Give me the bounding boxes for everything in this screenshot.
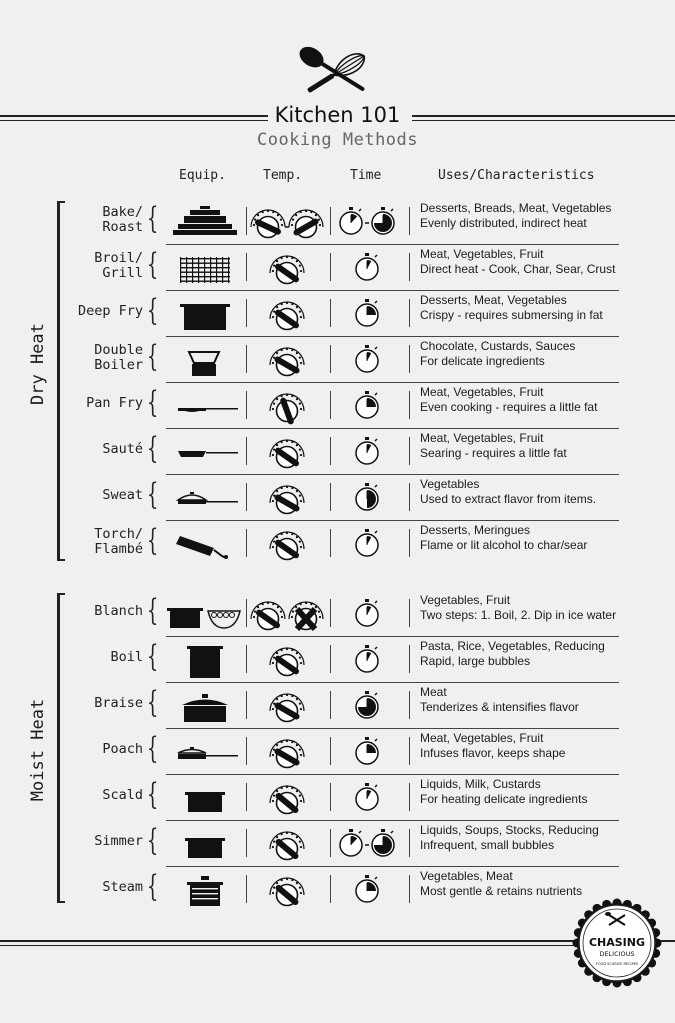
uses-line: Meat [420,685,447,699]
method-name-line-2: Flambé [94,541,143,557]
short-to-long-timer-icon [338,199,396,239]
brace-mark: { [146,431,159,466]
column-divider [409,599,410,627]
medium-dial-icon [246,871,330,911]
uses-line: Liquids, Milk, Custards [420,777,541,791]
table-row [0,729,675,775]
table-row [0,637,675,683]
method-name [94,343,143,373]
method-name [110,650,143,665]
column-divider [330,345,331,373]
torch-icon [170,524,244,564]
stock-pot-icon [170,640,244,680]
fryer-pot-icon [170,294,244,334]
column-divider [409,437,410,465]
method-name-line-1: Broil/ [94,250,143,266]
high-dial-icon [246,249,330,289]
characteristics-line: Even cooking - requires a little fat [420,400,598,414]
low-dial-icon [246,687,330,727]
badge-line-1: CHASING [588,936,646,949]
brace-mark: { [146,247,159,282]
uses-characteristics [420,293,670,323]
column-divider [246,691,247,719]
uses-characteristics [420,639,670,669]
method-name [102,205,143,235]
method-name [102,880,143,895]
column-divider [246,829,247,857]
method-name-line-1: Simmer [94,833,143,849]
medium-to-high-dial-icon [246,203,330,243]
characteristics-line: Infrequent, small bubbles [420,838,555,852]
brace-mark: { [146,639,159,674]
table-row [0,337,675,383]
method-name [94,604,143,619]
saucepan-icon [170,824,244,864]
brace-mark: { [146,869,159,904]
uses-characteristics [420,777,670,807]
column-divider [330,737,331,765]
method-name [78,304,143,319]
high-then-off-dial-icon [246,595,330,635]
column-divider [330,437,331,465]
uses-line: Desserts, Breads, Meat, Vegetables [420,201,612,215]
brace-mark: { [146,593,159,628]
table-row [0,591,675,637]
bottom-rule-2 [0,945,580,946]
half-timer-icon [338,475,396,515]
short-timer-icon [338,429,396,469]
uses-characteristics [420,385,670,415]
method-name-line-1: Double [94,342,143,358]
short-timer-icon [338,775,396,815]
brace-mark: { [146,385,159,420]
high-dial-icon [246,433,330,473]
medium-timer-icon [338,867,396,907]
brace-mark: { [146,685,159,720]
uses-characteristics [420,685,670,715]
column-divider [409,645,410,673]
column-divider [246,783,247,811]
column-divider [330,599,331,627]
uses-line: Meat, Vegetables, Fruit [420,385,544,399]
uses-line: Vegetables, Meat [420,869,513,883]
characteristics-line: Rapid, large bubbles [420,654,531,668]
bottom-rule [0,940,580,942]
method-name-line-1: Torch/ [94,526,143,542]
table-row [0,383,675,429]
table-row [0,683,675,729]
saucepan-icon [170,778,244,818]
column-divider [409,253,410,281]
column-divider [409,529,410,557]
grill-grate-icon [170,248,244,288]
column-header-equip: Equip. [179,168,226,183]
medium-timer-icon [338,291,396,331]
column-divider [409,345,410,373]
column-divider [409,875,410,903]
table-row [0,199,675,245]
badge-line-2: DELICIOUS [599,950,635,958]
dutch-oven-icon [170,686,244,726]
uses-line: Chocolate, Custards, Sauces [420,339,576,353]
brace-mark: { [146,201,159,236]
brace-mark: { [146,731,159,766]
column-divider [246,875,247,903]
characteristics-line: Used to extract flavor from items. [420,492,597,506]
column-header-uses: Uses/Characteristics [438,168,595,183]
table-row [0,475,675,521]
brace-mark: { [146,823,159,858]
column-divider [246,253,247,281]
method-name [102,442,143,457]
uses-characteristics [420,201,670,231]
column-header-temp: Temp. [263,168,303,183]
column-divider [409,691,410,719]
short-timer-icon [338,637,396,677]
characteristics-line: Most gentle & retains nutrients [420,884,583,898]
method-name-line-2: Grill [102,265,143,281]
column-divider [246,207,247,235]
column-divider [330,645,331,673]
method-name-line-1: Sauté [102,441,143,457]
uses-characteristics [420,247,670,277]
method-name-line-1: Boil [110,649,143,665]
method-name-line-1: Deep Fry [77,303,143,319]
section-moist-heat: Moist Heat [28,698,48,802]
method-name-line-2: Boiler [94,357,143,373]
column-divider [246,737,247,765]
spoon-whisk-icon [287,45,387,100]
table-row [0,775,675,821]
method-name-line-1: Scald [102,787,143,803]
column-divider [409,483,410,511]
short-timer-icon [338,337,396,377]
column-divider [330,529,331,557]
table-row [0,291,675,337]
method-name-line-1: Steam [102,879,143,895]
uses-line: Meat, Vegetables, Fruit [420,731,544,745]
column-divider [409,829,410,857]
uses-characteristics [420,869,670,899]
uses-characteristics [420,339,670,369]
uses-characteristics [420,823,670,853]
uses-characteristics [420,523,670,553]
high-dial-icon [246,641,330,681]
column-header-time: Time [350,168,382,183]
method-name [102,742,143,757]
short-timer-icon [338,245,396,285]
characteristics-line: For heating delicate ingredients [420,792,588,806]
uses-line: Vegetables, Fruit [420,593,511,607]
column-divider [409,207,410,235]
uses-line: Vegetables [420,477,480,491]
column-divider [246,299,247,327]
column-divider [246,529,247,557]
high-dial-icon [246,295,330,335]
chasing-delicious-badge [572,898,662,988]
table-row [0,245,675,291]
method-name [94,696,143,711]
short-timer-icon [338,521,396,561]
medium-timer-icon [338,729,396,769]
column-divider [246,345,247,373]
method-name-line-1: Bake/ [102,204,143,220]
long-timer-icon [338,683,396,723]
column-divider [409,737,410,765]
method-name-line-1: Braise [94,695,143,711]
high-dial-icon [246,525,330,565]
badge-tagline: FOOD SCIENCE RECIPES [595,962,639,966]
characteristics-line: Flame or lit alcohol to char/sear [420,538,588,552]
characteristics-line: Searing - requires a little fat [420,446,567,460]
saute-pan-icon [170,432,244,472]
uses-line: Desserts, Meringues [420,523,531,537]
method-name [102,488,143,503]
characteristics-line: Evenly distributed, indirect heat [420,216,587,230]
column-divider [330,783,331,811]
low-dial-icon [246,733,330,773]
column-divider [246,437,247,465]
column-divider [330,483,331,511]
column-divider [330,299,331,327]
method-name [86,396,143,411]
covered-pan-icon [170,478,244,518]
brace-mark: { [146,523,159,558]
method-name [94,834,143,849]
short-to-long-timer-icon [338,821,396,861]
characteristics-line: Two steps: 1. Boil, 2. Dip in ice water [420,608,617,622]
frying-pan-icon [170,386,244,426]
method-name [102,788,143,803]
method-name-line-1: Sweat [102,487,143,503]
medium-dial-icon [246,779,330,819]
brace-mark: { [146,293,159,328]
uses-line: Meat, Vegetables, Fruit [420,431,544,445]
uses-characteristics [420,731,670,761]
method-name [94,527,143,557]
method-name-line-1: Pan Fry [86,395,143,411]
uses-characteristics [420,593,670,623]
bottom-rule-right [660,940,675,942]
method-name-line-1: Poach [102,741,143,757]
column-divider [330,691,331,719]
uses-characteristics [420,477,670,507]
table-row [0,429,675,475]
column-divider [330,875,331,903]
characteristics-line: Crispy - requires submersing in fat [420,308,603,322]
table-row [0,821,675,867]
column-divider [246,599,247,627]
characteristics-line: Direct heat - Cook, Char, Sear, Crust [420,262,616,276]
brace-mark: { [146,477,159,512]
column-divider [330,253,331,281]
column-divider [246,645,247,673]
method-name-line-1: Blanch [94,603,143,619]
uses-line: Meat, Vegetables, Fruit [420,247,544,261]
table-row [0,521,675,567]
pot-and-ice-bowl-icon [170,594,244,634]
uses-characteristics [420,431,670,461]
column-divider [409,391,410,419]
uses-line: Liquids, Soups, Stocks, Reducing [420,823,599,837]
characteristics-line: Infuses flavor, keeps shape [420,746,566,760]
section-dry-heat: Dry Heat [28,323,48,405]
method-name-line-2: Roast [102,219,143,235]
baking-dish-icon [170,202,244,242]
column-divider [246,483,247,511]
uses-line: Desserts, Meat, Vegetables [420,293,567,307]
characteristics-line: For delicate ingredients [420,354,545,368]
method-name [94,251,143,281]
short-timer-icon [338,591,396,631]
uses-line: Pasta, Rice, Vegetables, Reducing [420,639,605,653]
column-divider [409,783,410,811]
brace-mark: { [146,777,159,812]
medium-timer-icon [338,383,396,423]
page-title: Kitchen 101 [274,103,401,127]
column-divider [330,391,331,419]
brace-mark: { [146,339,159,374]
poaching-pan-icon [170,732,244,772]
medium-high-dial-icon [246,387,330,427]
column-divider [330,829,331,857]
medium-dial-icon [246,825,330,865]
column-divider [409,299,410,327]
double-boiler-icon [170,340,244,380]
page-subtitle: Cooking Methods [256,130,419,150]
column-divider [246,391,247,419]
characteristics-line: Tenderizes & intensifies flavor [420,700,579,714]
low-dial-icon [246,479,330,519]
low-dial-icon [246,341,330,381]
steamer-pot-icon [170,870,244,910]
column-divider [330,207,331,235]
